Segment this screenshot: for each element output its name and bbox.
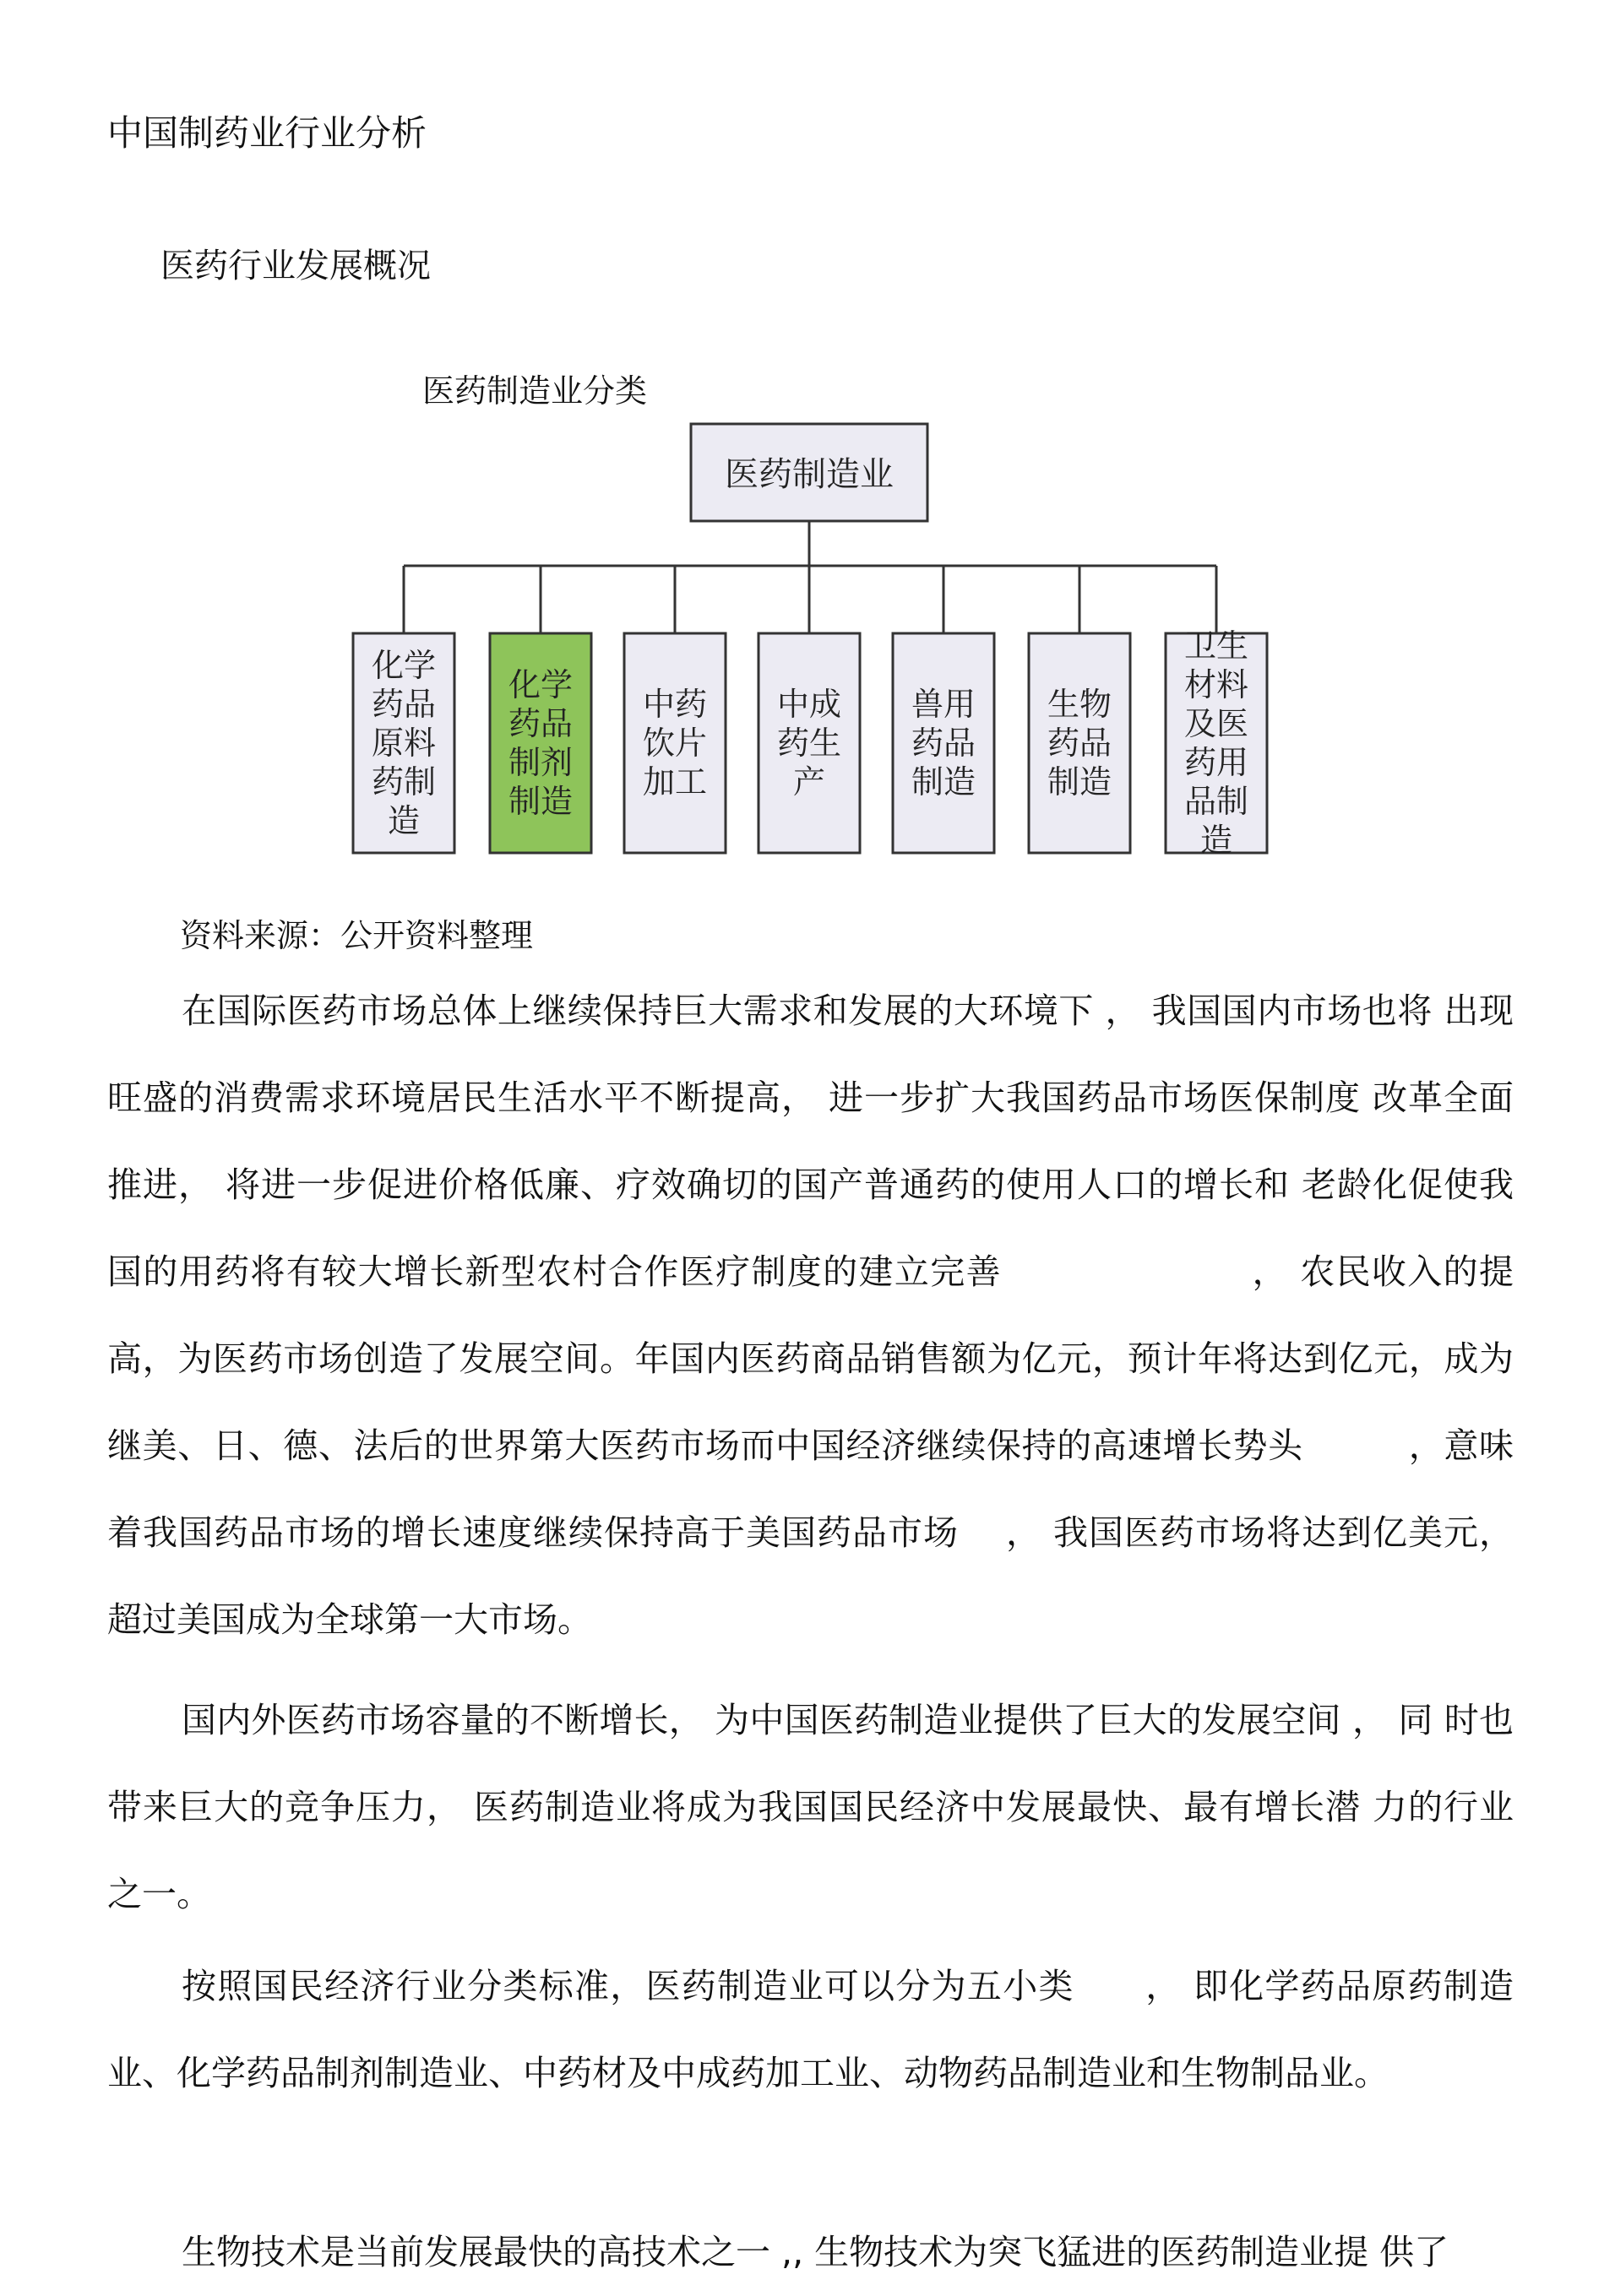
child-node: [759, 633, 860, 853]
child-nodes: [353, 627, 1267, 859]
child-node: [353, 633, 454, 853]
child-node-label-line: 药品: [371, 686, 437, 723]
child-node: [1029, 633, 1130, 853]
document-title: 中国制药业行业分析: [107, 112, 427, 154]
child-node: [893, 633, 994, 853]
child-node-label-line: 饮片: [642, 725, 708, 762]
child-node-label-line: 中成: [776, 686, 842, 723]
child-node-label-line: 制造: [1047, 763, 1112, 801]
paragraph-4: 生物技术是当前发展最快的高技术之一 ,, 生物技术为突飞猛进的医药制造业提 供了: [182, 2232, 1449, 2272]
child-node-label-line: 造: [387, 802, 421, 839]
child-node-label-line: 产: [792, 763, 826, 801]
child-node: [624, 633, 726, 853]
paragraph-2: 国内外医药市场容量的不断增长， 为中国医药制造业提供了巨大的发展空间 ， 同 时也带来巨大的竞争压力， 医药制造业将成为我国国民经济中发展最快、最有增长潜 力的行业之一。: [107, 1700, 1514, 1914]
child-node-label-line: 原料: [371, 725, 437, 762]
child-node-label-line: 兽用: [911, 686, 976, 723]
child-node-label-line: 卫生: [1183, 627, 1249, 665]
child-node-label-line: 药品: [508, 705, 574, 742]
child-node-label-line: 药用: [1183, 744, 1249, 781]
child-node-label-line: 药生: [776, 725, 842, 762]
child-node-label-line: 制剂: [508, 744, 574, 781]
child-node-label-line: 中药: [642, 686, 708, 723]
child-node-label-line: 造: [1199, 822, 1233, 859]
child-node-label-line: 化学: [371, 647, 437, 684]
source-note: 资料来源：公开资料整理: [180, 917, 534, 954]
child-node: [1166, 627, 1267, 859]
paragraph-3: 按照国民经济行业分类标准，医药制造业可以分为五小类 ， 即化学药品原药制造业、化学药品制剂制造业、中药材及中成药加工业、动物药品制造业和生物制品业。: [107, 1966, 1514, 2093]
child-node-label-line: 药品: [911, 725, 976, 762]
child-node-label-line: 生物: [1047, 686, 1112, 723]
child-node-label-line: 及医: [1183, 705, 1249, 742]
classification-diagram: [0, 0, 1615, 895]
child-node-label-line: 化学: [508, 666, 574, 703]
child-node-label-line: 药制: [371, 763, 437, 801]
root-node: [691, 424, 927, 521]
child-node: [490, 633, 591, 853]
section-title: 医药行业发展概况: [160, 247, 431, 285]
paragraph-1: 在国际医药市场总体上继续保持巨大需求和发展的大环境下 ， 我国国内市场也将 出现旺盛的消费需求环境居民生活水平不断提高， 进一步扩大我国药品市场医保制度 改革全面推进， 将进一步促进价格低廉、疗效确切的国产普通药的使用人口的增长和 老龄化促使我国的用药将有较大增长新型农村合作医疗制度的建立完善 ， 农民收入的提高，为医药市场创造了发展空间。年国内医药商品销售额为亿元，预计年将达到亿元，成为继美、日、德、法后的世界第大医药市场而中国经济继续保持的高速增长势头 ，意味着我国药品市场的增长速度继续保持高于美国药品市场 ， 我国医药市场将达到亿美元， 超过美国成为全球第一大市场。: [107, 991, 1514, 1640]
child-node-label-line: 药品: [1047, 725, 1112, 762]
child-node-label-line: 材料: [1183, 666, 1249, 703]
diagram-caption: 医药制造业分类: [422, 372, 648, 410]
child-node-label-line: 加工: [642, 763, 708, 801]
child-node-label-line: 品制: [1183, 783, 1249, 820]
child-node-label-line: 制造: [911, 763, 976, 801]
diagram-connectors: [404, 521, 1216, 633]
child-node-label-line: 制造: [508, 783, 574, 820]
root-node-label: 医药制造业: [725, 455, 894, 494]
